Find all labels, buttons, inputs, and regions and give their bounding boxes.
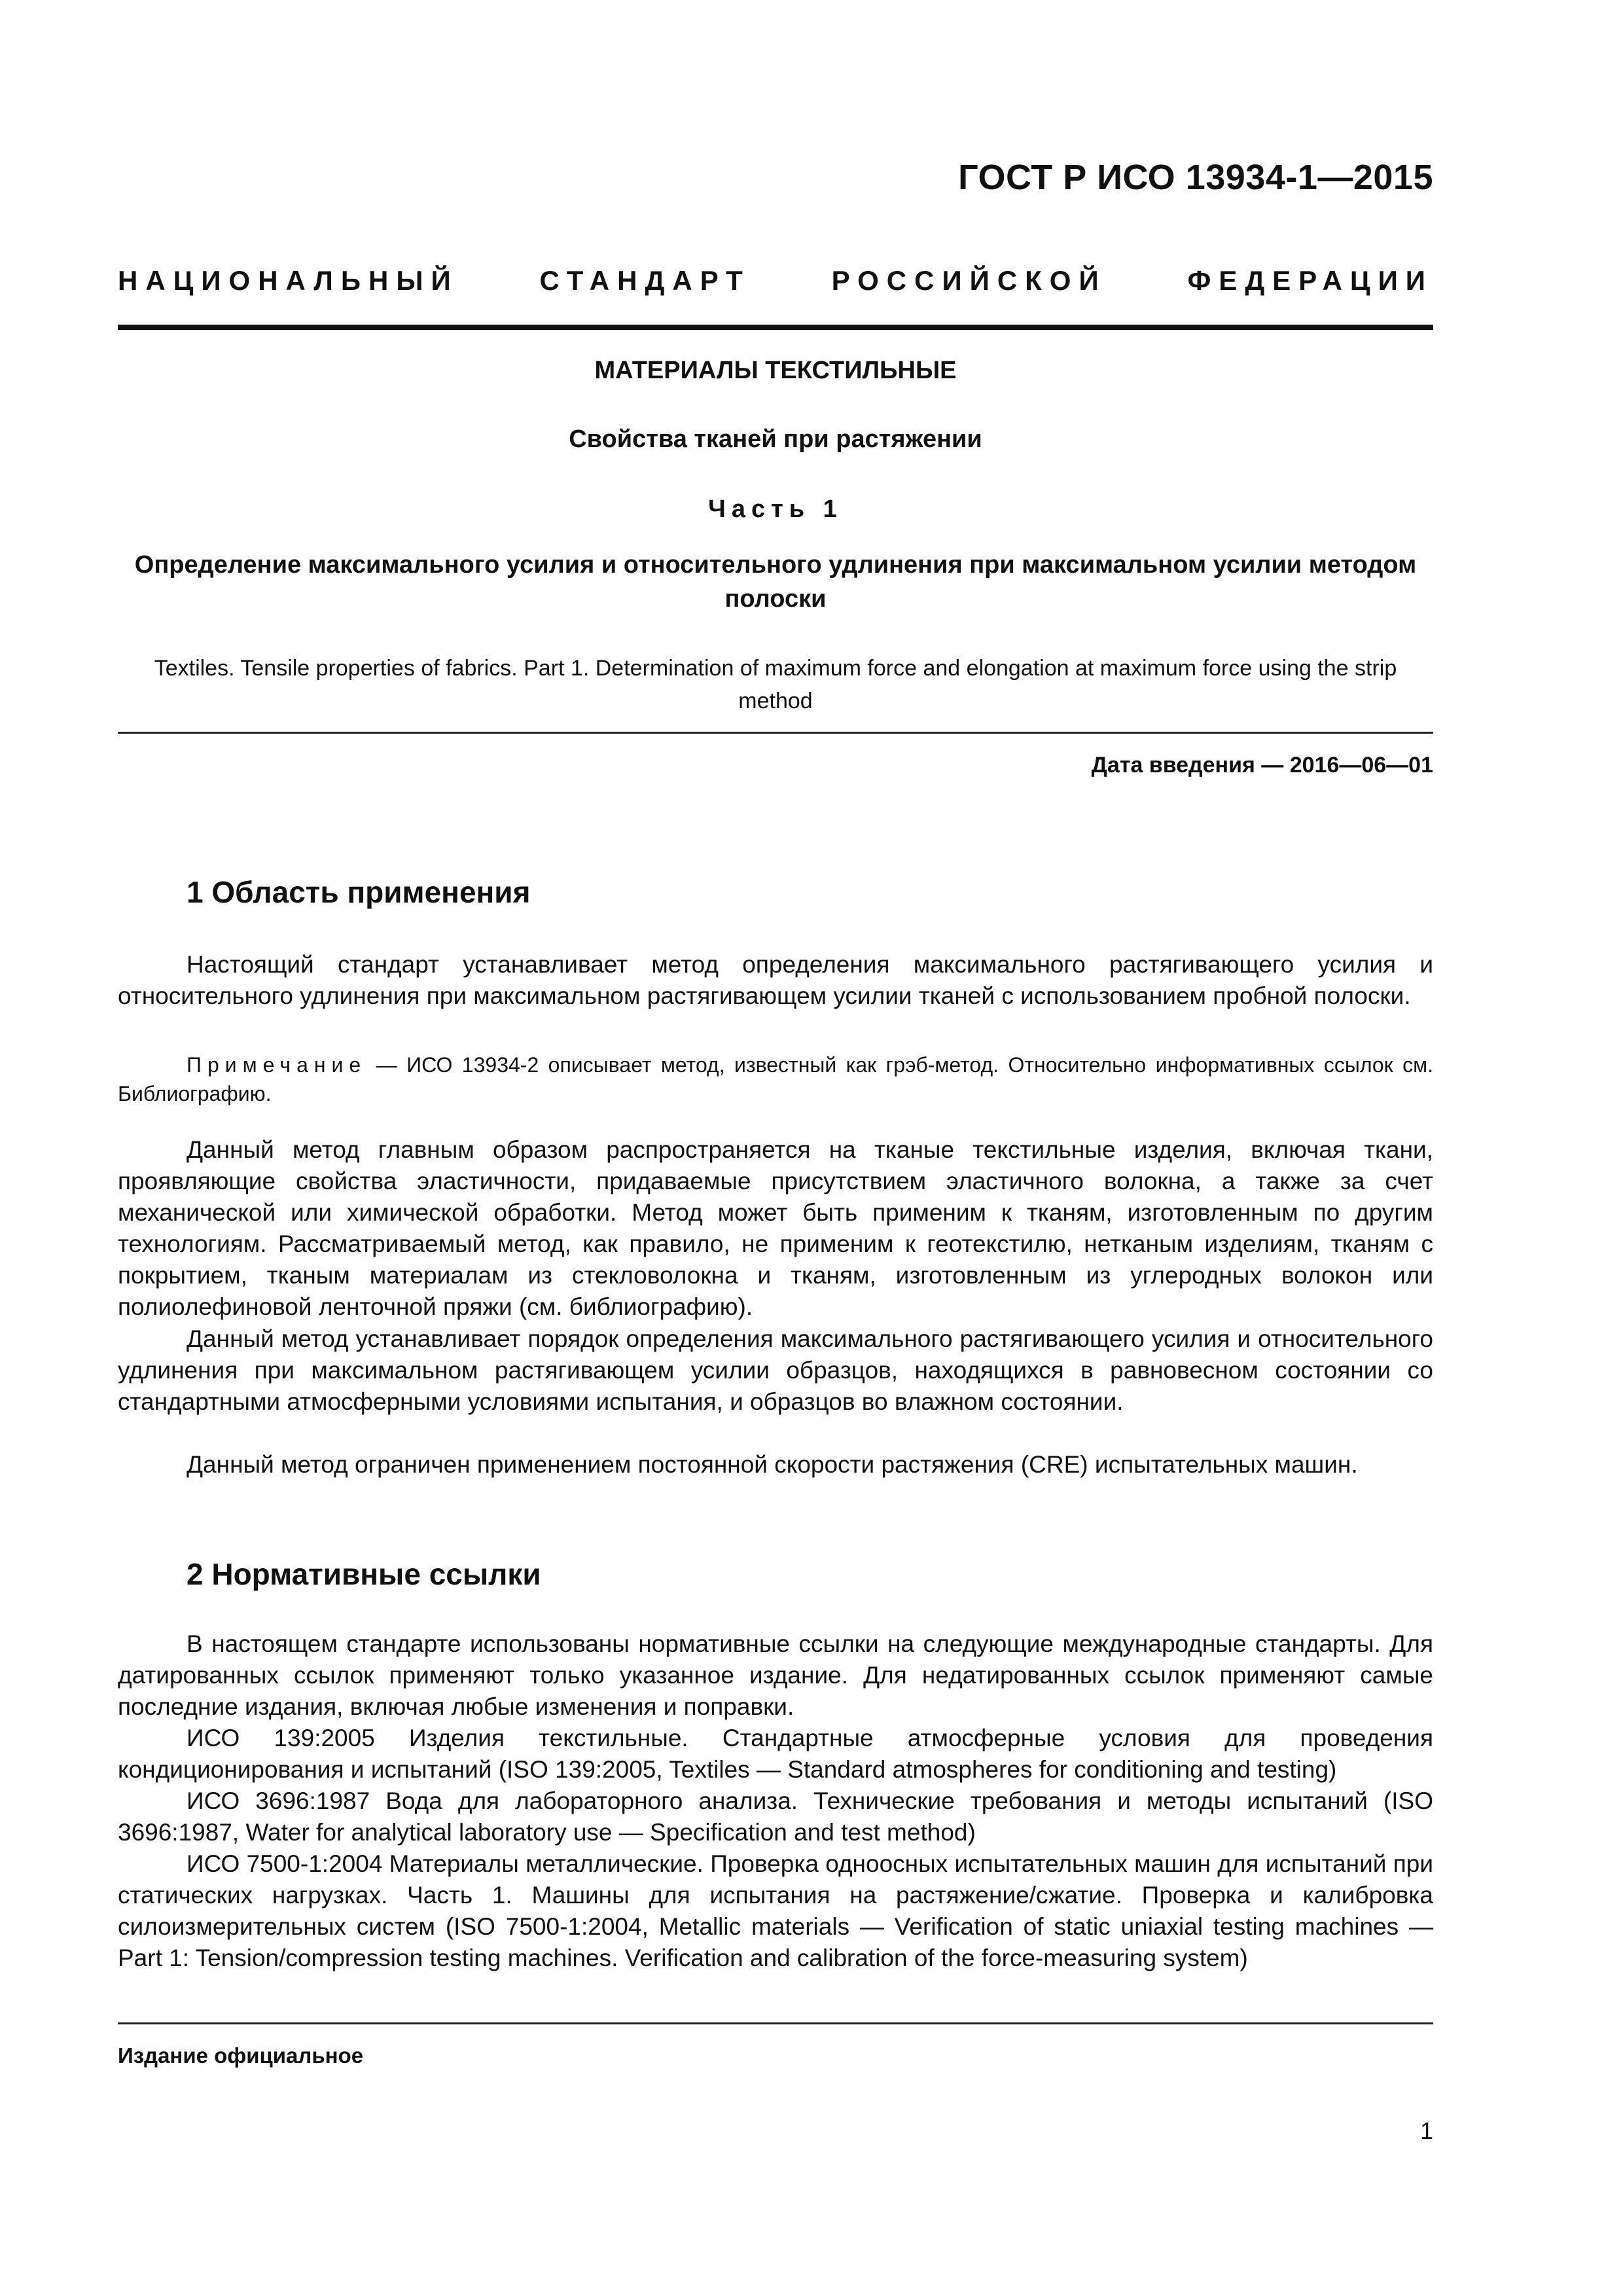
section-1-paragraph-4: Данный метод ограничен применением постоянной скорости растяжения (CRE) испытательных машин. [187,1451,1358,1478]
section-1-paragraph-3: Данный метод устанавливает порядок определения максимального растягивающего усилия и относительного удлинения при максимальном растягивающем усилии образцов, находящихся в равновесном состоянии со стандартными атмосферными условиями испытания, и образцов во влажном состоянии. [118,1325,1433,1415]
header-divider [118,325,1433,330]
reference-iso-7500-1: ИСО 7500-1:2004 Материалы металлические. Проверка одноосных испытательных машин для испытаний при статических нагрузках. Часть 1. Машины для испытания на растяжение/сжатие. Проверка и калибровка силоизмерительных систем (ISO 7500-1:2004, Metallic materials — Verification of static uniaxial testing machines — Part 1: Tension/compression testing machines. Verification and calibration of the force-measuring system) [118,1850,1433,1971]
national-word-3: РОССИЙСКОЙ [831,265,1107,296]
footer-divider [118,2022,1433,2024]
national-word-2: СТАНДАРТ [539,265,751,296]
section-1-paragraph-2: Данный метод главным образом распространяется на тканые текстильные изделия, включая ткани, проявляющие свойства эластичности, придаваемые присутствием эластичного волокна, а также за счет механической или химической обработки. Метод может быть применим к тканям, изготовленным по другим технологиям. Рассматриваемый метод, как правило, не применим к геотекстилю, нетканым изделиям, тканям с покрытием, тканым материалам из стекловолокна и тканям, изготовленным из углеродных волокон или полиолефиновой ленточной пряжи (см. библиографию). [118,1136,1433,1320]
section-1-paragraph-1: Настоящий стандарт устанавливает метод определения максимального растягивающего усилия и относительного удлинения при максимальном растягивающем усилии тканей с использованием пробной полоски. [118,951,1433,1009]
national-standard-heading [118,265,1433,296]
main-title: МАТЕРИАЛЫ ТЕКСТИЛЬНЫЕ [594,357,957,384]
part-label: Часть 1 [708,495,843,523]
official-edition-label: Издание официальное [118,2043,364,2068]
note-text: — ИСО 13934-2 описывает метод, известный как грэб-метод. Относительно информативных ссылок см. Библиографию. [118,1053,1433,1105]
section-2-paragraph-1: В настоящем стандарте использованы нормативные ссылки на следующие международные стандарты. Для датированных ссылок применяют только указанное издание. Для недатированных ссылок применяют самые последние издания, включая любые изменения и поправки. [118,1630,1433,1720]
section-1-heading: 1 Область применения [187,875,531,909]
document-code: ГОСТ Р ИСО 13934-1—2015 [958,158,1433,197]
section-2-heading: 2 Нормативные ссылки [187,1557,541,1591]
title-divider [118,732,1433,734]
note-label: Примечание [187,1053,367,1077]
reference-iso-139: ИСО 139:2005 Изделия текстильные. Стандартные атмосферные условия для проведения кондиционирования и испытаний (ISO 139:2005, Textiles — Standard atmospheres for conditioning and testing) [118,1725,1433,1783]
section-1-note [118,1050,1433,1108]
introduction-date: Дата введения — 2016—06—01 [1091,753,1433,778]
national-word-4: ФЕДЕРАЦИИ [1187,265,1433,296]
page-number: 1 [1419,2117,1433,2144]
reference-iso-3696: ИСО 3696:1987 Вода для лабораторного анализа. Технические требования и методы испытаний (ISO 3696:1987, Water for analytical laboratory use — Specification and test method) [118,1787,1433,1846]
subtitle: Свойства тканей при растяжении [569,425,982,453]
english-title: Textiles. Tensile properties of fabrics. Part 1. Determination of maximum force and elongation at maximum force using the strip method [154,656,1397,713]
part-description: Определение максимального усилия и относительного удлинения при максимальном усилии методом полоски [134,551,1417,613]
national-word-1: НАЦИОНАЛЬНЫЙ [118,265,459,296]
